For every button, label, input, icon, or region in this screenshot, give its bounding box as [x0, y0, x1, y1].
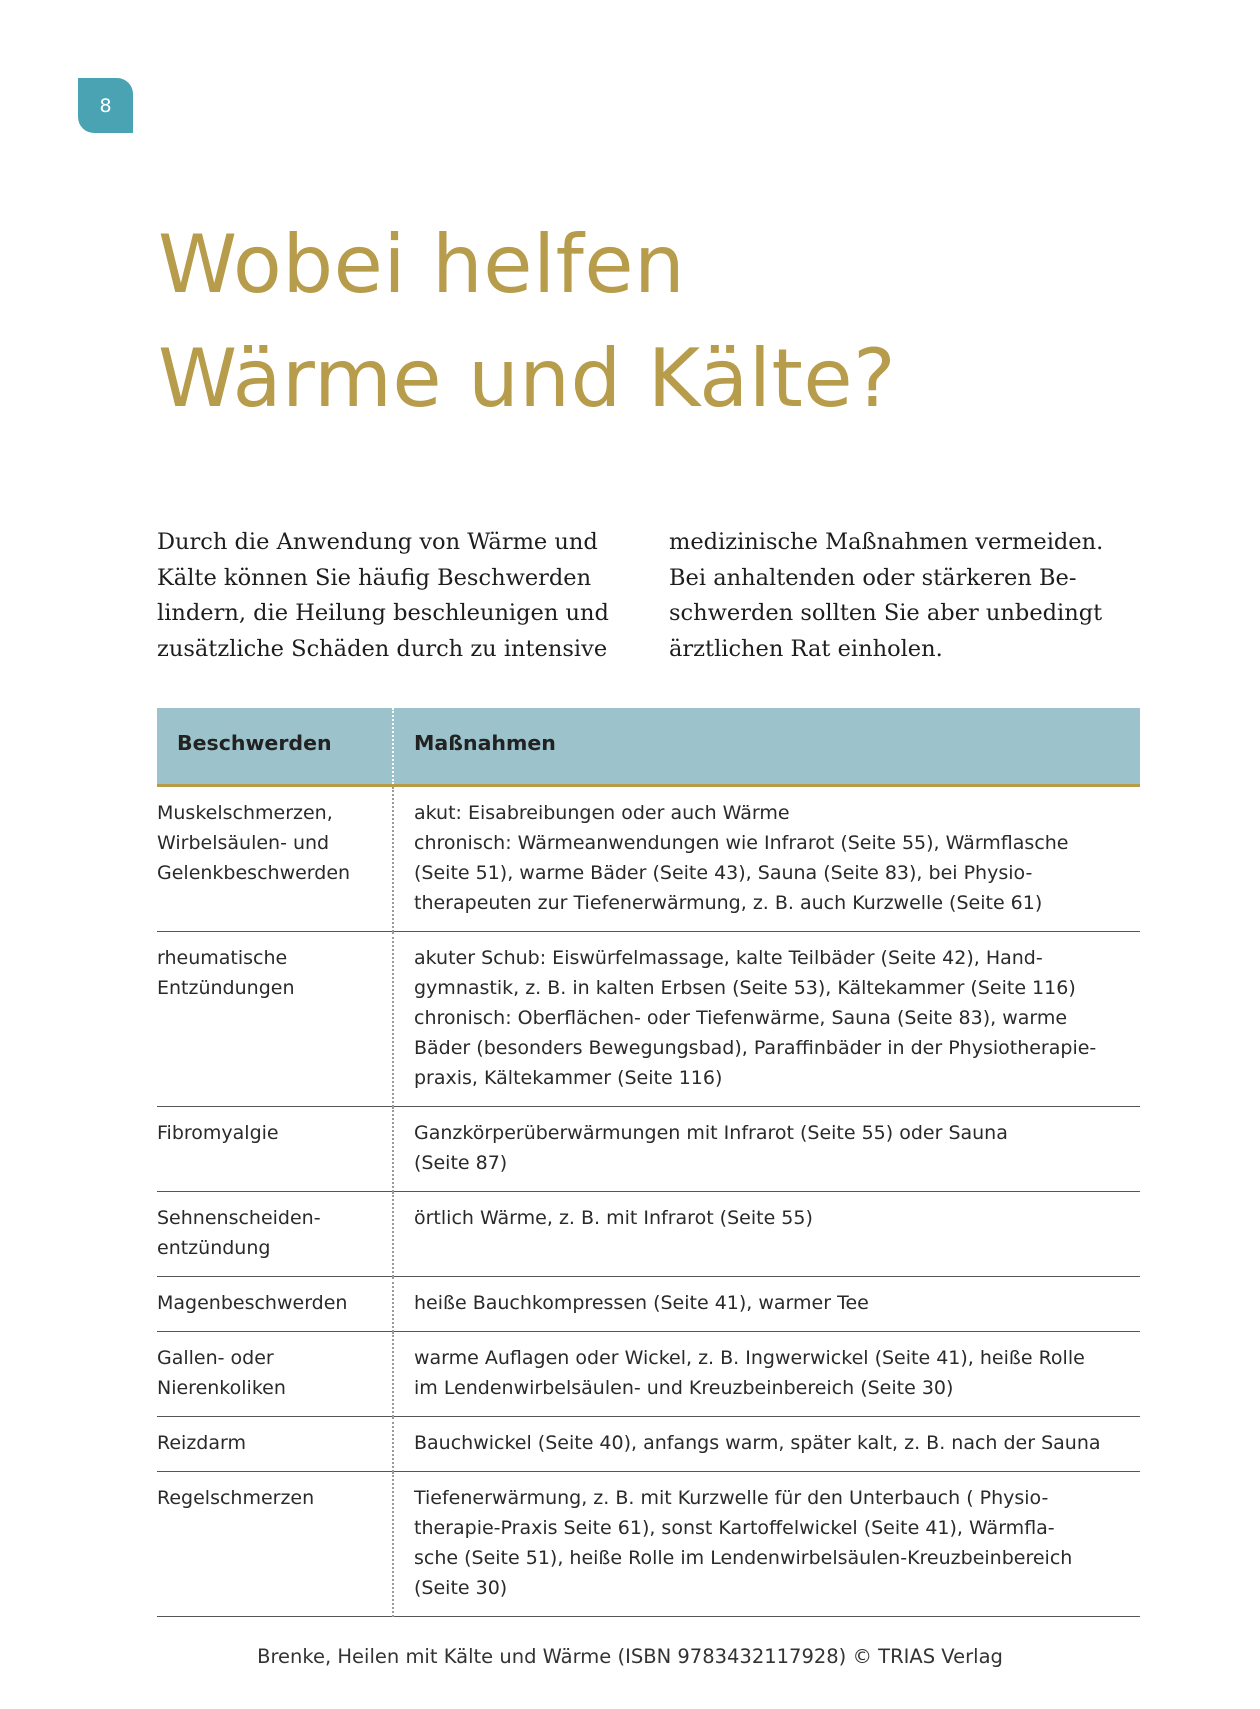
measures-cell [393, 1192, 1140, 1277]
complaint-line: Gallen- oder [157, 1347, 274, 1369]
complaint-cell [157, 1107, 393, 1192]
intro-line: schwerden sollten Sie aber unbedingt [669, 600, 1103, 626]
complaint-line: Magenbeschwerden [157, 1292, 348, 1314]
intro-column-right [669, 525, 1149, 667]
measures-line: heiße Bauchkompressen (Seite 41), warmer Tee [414, 1292, 869, 1314]
page-number-badge: 8 [78, 78, 133, 133]
table-row [157, 1107, 1140, 1192]
complaint-line: Wirbelsäulen- und [157, 832, 330, 854]
measures-line: (Seite 51), warme Bäder (Seite 43), Sauna (Seite 83), bei Physio- [414, 862, 1033, 884]
complaint-line: Gelenkbeschwerden [157, 862, 351, 884]
complaint-line: entzündung [157, 1237, 271, 1259]
measures-line: Tiefenerwärmung, z. B. mit Kurzwelle für den Unterbauch ( Physio- [414, 1487, 1049, 1509]
table-row [157, 1472, 1140, 1617]
intro-line: Bei anhaltenden oder stärkeren Be- [669, 564, 1077, 591]
measures-cell [393, 932, 1140, 1107]
complaint-cell [157, 1192, 393, 1277]
complaint-line: Fibromyalgie [157, 1122, 279, 1144]
table-row [157, 1277, 1140, 1332]
measures-line: akuter Schub: Eiswürfelmassage, kalte Teilbäder (Seite 42), Hand- [414, 947, 1043, 969]
complaint-line: Entzündungen [157, 977, 295, 999]
table-row [157, 932, 1140, 1107]
treatment-table [157, 708, 1140, 1617]
measures-cell [393, 1472, 1140, 1617]
column-header-measures: Maßnahmen [393, 708, 1140, 786]
complaint-line: Nierenkoliken [157, 1377, 286, 1399]
measures-line: warme Auflagen oder Wickel, z. B. Ingwerwickel (Seite 41), heiße Rolle [414, 1347, 1085, 1369]
table-row [157, 1332, 1140, 1417]
intro-line: Kälte können Sie häufig Beschwerden [157, 564, 592, 591]
measures-cell [393, 1277, 1140, 1332]
measures-line: (Seite 30) [414, 1577, 508, 1599]
measures-line: Bäder (besonders Bewegungsbad), Paraffinbäder in der Physiotherapie- [414, 1037, 1097, 1059]
measures-cell [393, 1417, 1140, 1472]
intro-column-left [157, 525, 627, 667]
table-row [157, 1192, 1140, 1277]
complaint-line: Regelschmerzen [157, 1487, 315, 1509]
measures-line: praxis, Kältekammer (Seite 116) [414, 1067, 723, 1089]
measures-line: gymnastik, z. B. in kalten Erbsen (Seite 53), Kältekammer (Seite 116) [414, 977, 1076, 999]
measures-line: im Lendenwirbelsäulen- und Kreuzbeinbereich (Seite 30) [414, 1377, 954, 1399]
measures-line: Bauchwickel (Seite 40), anfangs warm, später kalt, z. B. nach der Sauna [414, 1432, 1101, 1454]
complaint-line: Reizdarm [157, 1432, 246, 1454]
complaint-cell [157, 932, 393, 1107]
measures-cell [393, 1332, 1140, 1417]
table-row [157, 786, 1140, 932]
measures-line: therapie-Praxis Seite 61), sonst Kartoffelwickel (Seite 41), Wärmfla- [414, 1517, 1055, 1539]
title-line: Wobei helfen [158, 218, 686, 311]
measures-line: Ganzkörperüberwärmungen mit Infrarot (Seite 55) oder Sauna [414, 1122, 1008, 1144]
measures-line: chronisch: Wärmeanwendungen wie Infrarot (Seite 55), Wärmflasche [414, 832, 1069, 854]
complaint-line: Muskelschmerzen, [157, 802, 333, 824]
measures-cell [393, 786, 1140, 932]
complaint-cell [157, 1472, 393, 1617]
measures-line: chronisch: Oberflächen- oder Tiefenwärme, Sauna (Seite 83), warme [414, 1007, 1068, 1029]
footer-citation: Brenke, Heilen mit Kälte und Wärme (ISBN 9783432117928) © TRIAS Verlag [257, 1645, 1003, 1668]
measures-line: akut: Eisabreibungen oder auch Wärme [414, 802, 790, 824]
complaint-line: rheumatische [157, 947, 288, 969]
intro-line: zusätzliche Schäden durch zu intensive [157, 635, 608, 662]
table-body [157, 786, 1140, 1617]
complaint-cell [157, 1417, 393, 1472]
intro-line: medizinische Maßnahmen vermeiden. [669, 529, 1104, 555]
title-line: Wärme und Kälte? [158, 332, 897, 425]
complaint-cell [157, 786, 393, 932]
column-header-complaints: Beschwerden [157, 708, 393, 786]
intro-line: ärztlichen Rat einholen. [669, 635, 943, 662]
complaint-cell [157, 1332, 393, 1417]
page-title [158, 208, 1158, 436]
complaint-cell [157, 1277, 393, 1332]
table-header-row [157, 708, 1140, 786]
measures-line: (Seite 87) [414, 1152, 508, 1174]
measures-line: sche (Seite 51), heiße Rolle im Lendenwirbelsäulen-Kreuzbeinbereich [414, 1547, 1073, 1569]
intro-line: Durch die Anwendung von Wärme und [157, 529, 598, 555]
complaint-line: Sehnenscheiden- [157, 1207, 321, 1229]
table-row [157, 1417, 1140, 1472]
measures-line: therapeuten zur Tiefenerwärmung, z. B. auch Kurzwelle (Seite 61) [414, 892, 1043, 914]
intro-line: lindern, die Heilung beschleunigen und [157, 600, 609, 626]
measures-cell [393, 1107, 1140, 1192]
measures-line: örtlich Wärme, z. B. mit Infrarot (Seite 55) [414, 1207, 813, 1229]
